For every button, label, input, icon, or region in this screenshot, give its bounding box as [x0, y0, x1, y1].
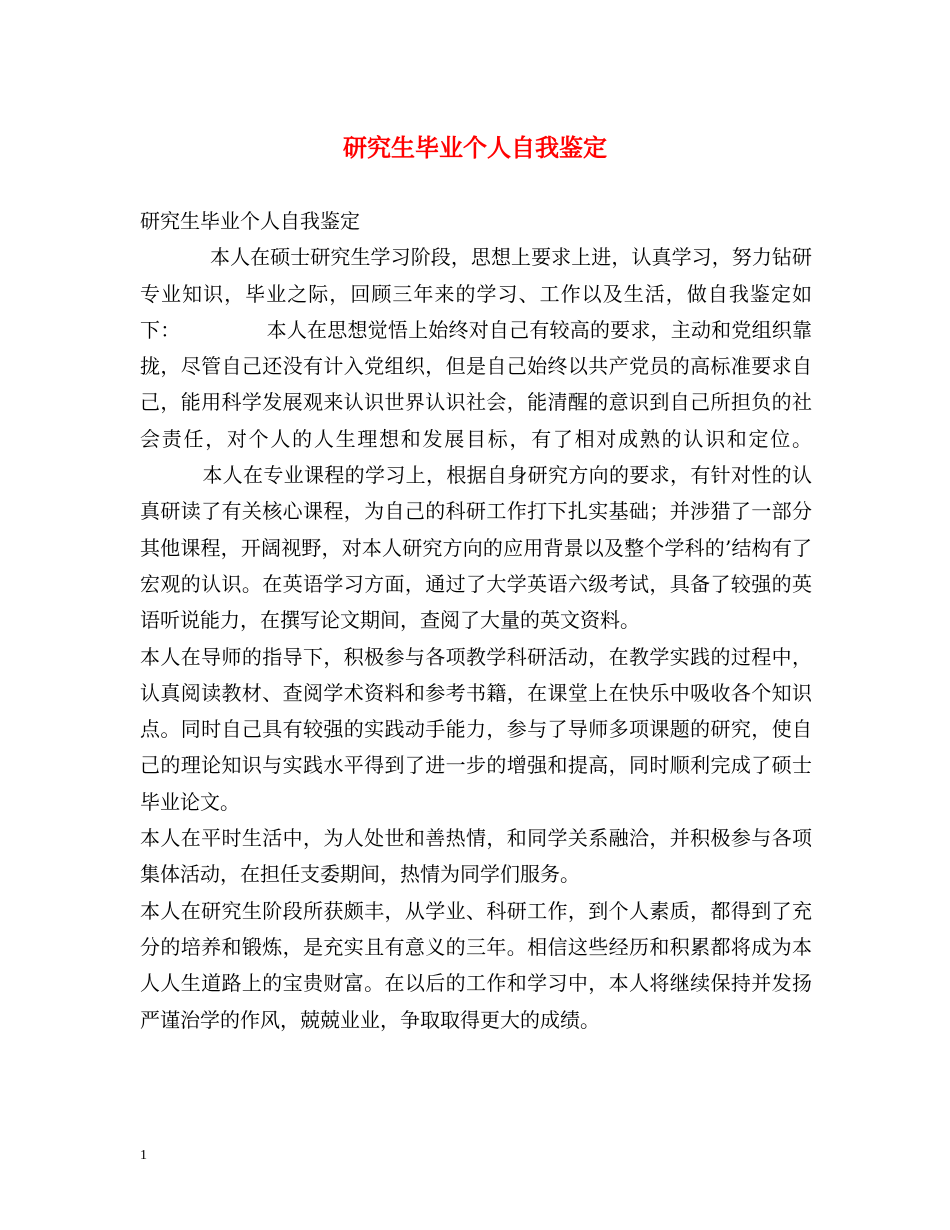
page-number: 1 — [140, 1148, 147, 1163]
paragraph-3: 本人在平时生活中，为人处世和善热情，和同学关系融洽，并积极参与各项集体活动，在担任支委期间，热情为同学们服务。 — [140, 826, 812, 887]
paragraph-1-part-3: 本人在专业课程的学习上，根据自身研究方向的要求，有针对性的认真研读了有关核心课程，为自己的科研工作打下扎实基础；并涉猎了一部分其他课程，开阔视野，对本人研究方向的应用背景以及整个学科的’结构有了宏观的认识。在英语学习方面，通过了大学英语六级考试，具备了较强的英语听说能力，在撰写论文期间，查阅了大量的英文资料。 — [140, 463, 812, 633]
paragraph-1-part-1: 本人在硕士研究生学习阶段，思想上要求上进，认真学习，努力钻研专业知识，毕业之际，回顾三年来的学习、工作以及生活，做自我鉴定如下： — [140, 245, 812, 342]
paragraph-1-part-2: 本人在思想觉悟上始终对自己有较高的要求，主动和党组织靠拢，尽管自己还没有计入党组织，但是自己始终以共产党员的高标准要求自己，能用科学发展观来认识世界认识社会，能清醒的意识到自己所担负的社会责任，对个人的人生理想和发展目标，有了相对成熟的认识和定位。 — [140, 317, 813, 451]
paragraph-4: 本人在研究生阶段所获颇丰，从学业、科研工作，到个人素质，都得到了充分的培养和锻炼，是充实且有意义的三年。相信这些经历和积累都将成为本人人生道路上的宝贵财富。在以后的工作和学习中，本人将继续保持并发扬严谨治学的作风，兢兢业业，争取取得更大的成绩。 — [140, 898, 812, 1032]
document-subtitle: 研究生毕业个人自我鉴定 — [140, 209, 360, 233]
paragraph-2: 本人在导师的指导下，积极参与各项教学科研活动，在教学实践的过程中，认真阅读教材、查阅学术资料和参考书籍，在课堂上在快乐中吸收各个知识点。同时自己具有较强的实践动手能力，参与了导师多项课题的研究，使自己的理论知识与实践水平得到了进一步的增强和提高，同时顺利完成了硕士毕业论文。 — [140, 644, 812, 814]
document-body — [140, 203, 812, 1038]
document-title: 研究生毕业个人自我鉴定 — [343, 133, 607, 162]
paragraph-1 — [140, 239, 812, 638]
